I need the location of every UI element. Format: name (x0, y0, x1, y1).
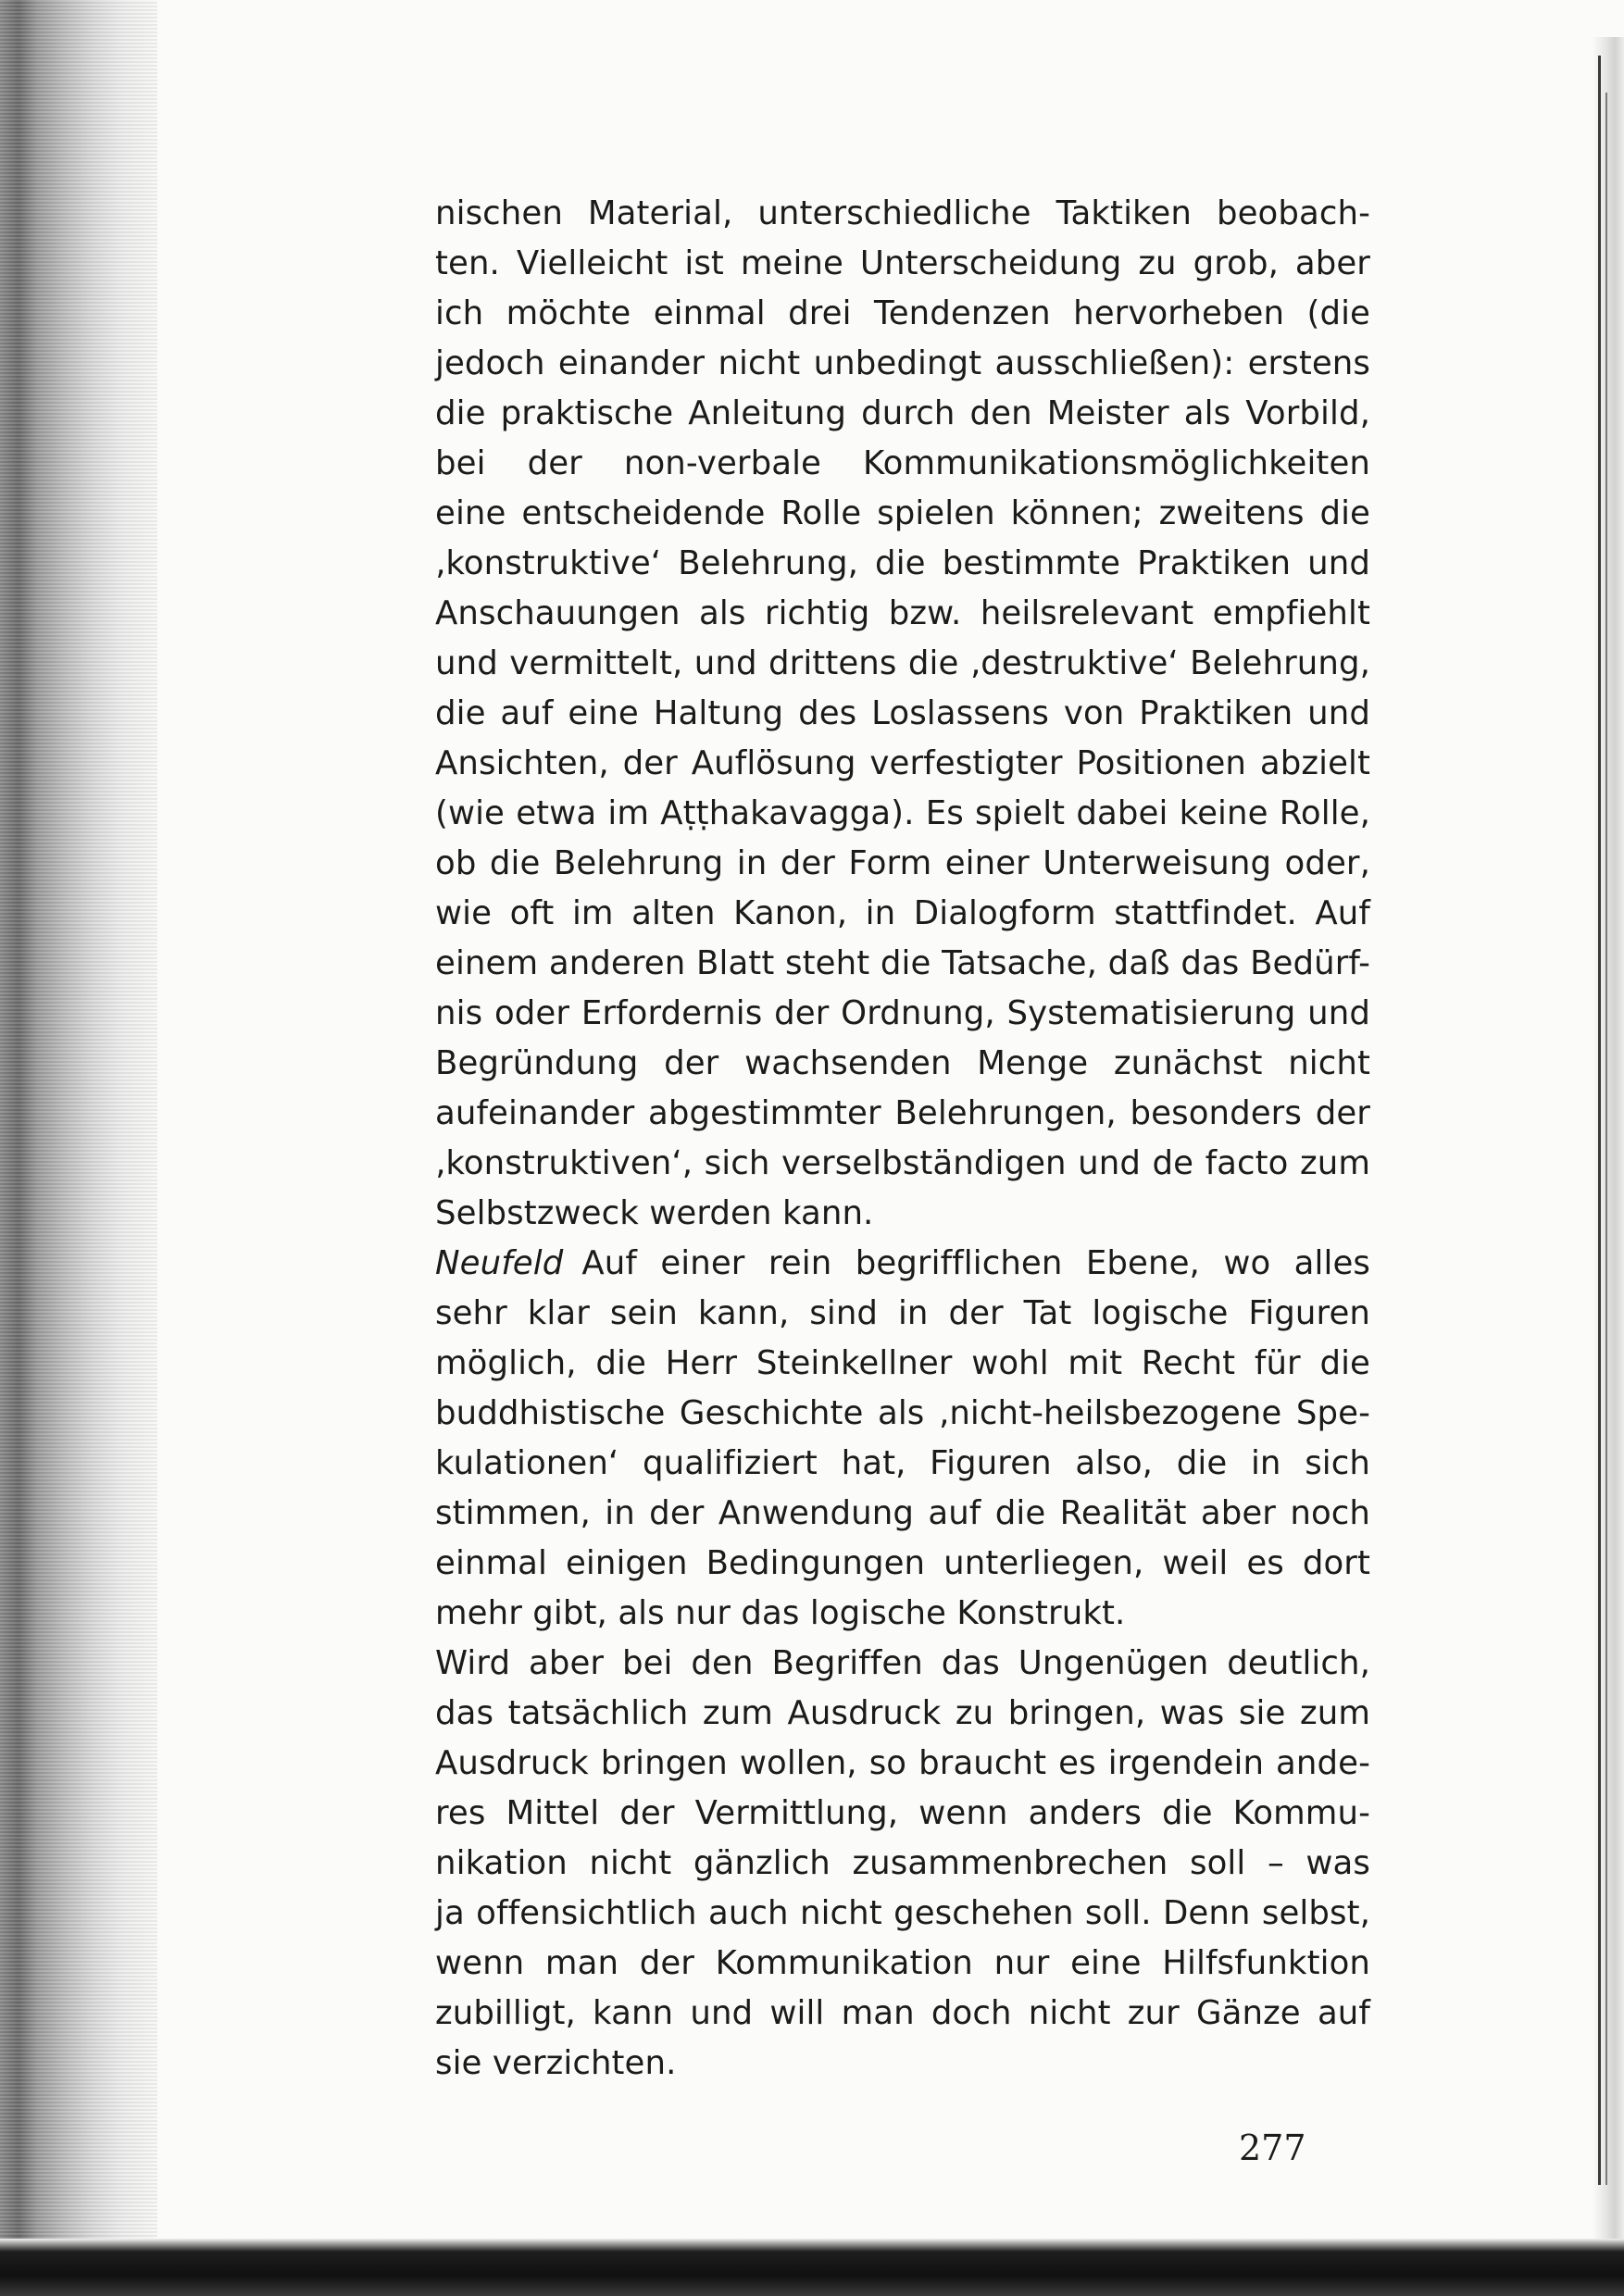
text-line: und vermittelt, und drittens die ‚destruktive‘ Belehrung, (435, 644, 1370, 682)
book-gutter-shadow (0, 0, 157, 2296)
text-line: einmal einigen Bedingungen unterliegen, weil es dort (435, 1544, 1370, 1582)
text-line: zubilligt, kann und will man doch nicht zur Gänze auf (435, 1994, 1370, 2032)
text-line: wie oft im alten Kanon, in Dialogform stattfindet. Auf (435, 894, 1370, 932)
text-line: ‚konstruktiven‘, sich verselbständigen und de facto zum (435, 1144, 1370, 1182)
scan-bottom-edge (0, 2239, 1624, 2296)
text-line: mehr gibt, als nur das logische Konstrukt. (435, 1594, 1126, 1632)
text-line: jedoch einander nicht unbedingt ausschließen): erstens (435, 344, 1370, 382)
text-line: sie verzichten. (435, 2044, 677, 2082)
text-line: Ansichten, der Auflösung verfestigter Positionen abzielt (435, 744, 1370, 782)
text-line: wenn man der Kommunikation nur eine Hilfsfunktion (435, 1944, 1370, 1982)
text-line: bei der non-verbale Kommunikationsmöglichkeiten (435, 444, 1370, 482)
text-line: sehr klar sein kann, sind in der Tat logische Figuren (435, 1294, 1370, 1332)
text-line: res Mittel der Vermittlung, wenn anders die Kommu- (435, 1794, 1370, 1832)
text-line: aufeinander abgestimmter Belehrungen, besonders der (435, 1094, 1370, 1132)
text-line: Wird aber bei den Begriffen das Ungenügen deutlich, (435, 1644, 1370, 1682)
text-line: ich möchte einmal drei Tendenzen hervorheben (die (435, 294, 1370, 332)
text-line: die auf eine Haltung des Loslassens von Praktiken und (435, 694, 1370, 732)
text-line: nikation nicht gänzlich zusammenbrechen soll – was (435, 1844, 1370, 1882)
text-line: Selbstzweck werden kann. (435, 1194, 874, 1232)
page-number: 277 (1239, 2128, 1306, 2168)
text-line: ‚konstruktive‘ Belehrung, die bestimmte Praktiken und (435, 544, 1370, 582)
text-line: Ausdruck bringen wollen, so braucht es irgendein ande- (435, 1744, 1370, 1782)
text-line: ten. Vielleicht ist meine Unterscheidung zu grob, aber (435, 244, 1370, 282)
page-edge (1593, 37, 1624, 2240)
text-line: kulationen‘ qualifiziert hat, Figuren also, die in sich (435, 1444, 1370, 1482)
text-line: stimmen, in der Anwendung auf die Realität aber noch (435, 1494, 1370, 1532)
speaker-text: Auf einer rein begrifflichen Ebene, wo alles (581, 1244, 1370, 1282)
text-line: einem anderen Blatt steht die Tatsache, daß das Bedürf- (435, 944, 1370, 982)
text-line: nis oder Erfordernis der Ordnung, Systematisierung und (435, 994, 1370, 1032)
text-line: Anschauungen als richtig bzw. heilsrelevant empfiehlt (435, 594, 1370, 632)
speaker-line (435, 1239, 1370, 1289)
text-line: ja offensichtlich auch nicht geschehen soll. Denn selbst, (435, 1894, 1370, 1932)
text-line: (wie etwa im Aṭṭhakavagga). Es spielt dabei keine Rolle, (435, 794, 1370, 832)
text-line: das tatsächlich zum Ausdruck zu bringen, was sie zum (435, 1694, 1370, 1732)
body-text (435, 189, 1370, 2089)
text-line: nischen Material, unterschiedliche Taktiken beobach- (435, 194, 1370, 232)
text-line: ob die Belehrung in der Form einer Unterweisung oder, (435, 844, 1370, 882)
text-line: möglich, die Herr Steinkellner wohl mit Recht für die (435, 1344, 1370, 1382)
speaker-name: Neufeld (435, 1244, 564, 1282)
text-line: Begründung der wachsenden Menge zunächst nicht (435, 1044, 1370, 1082)
text-line: buddhistische Geschichte als ‚nicht-heilsbezogene Spe- (435, 1394, 1370, 1432)
text-line: eine entscheidende Rolle spielen können; zweitens die (435, 494, 1370, 532)
text-line: die praktische Anleitung durch den Meister als Vorbild, (435, 394, 1370, 432)
